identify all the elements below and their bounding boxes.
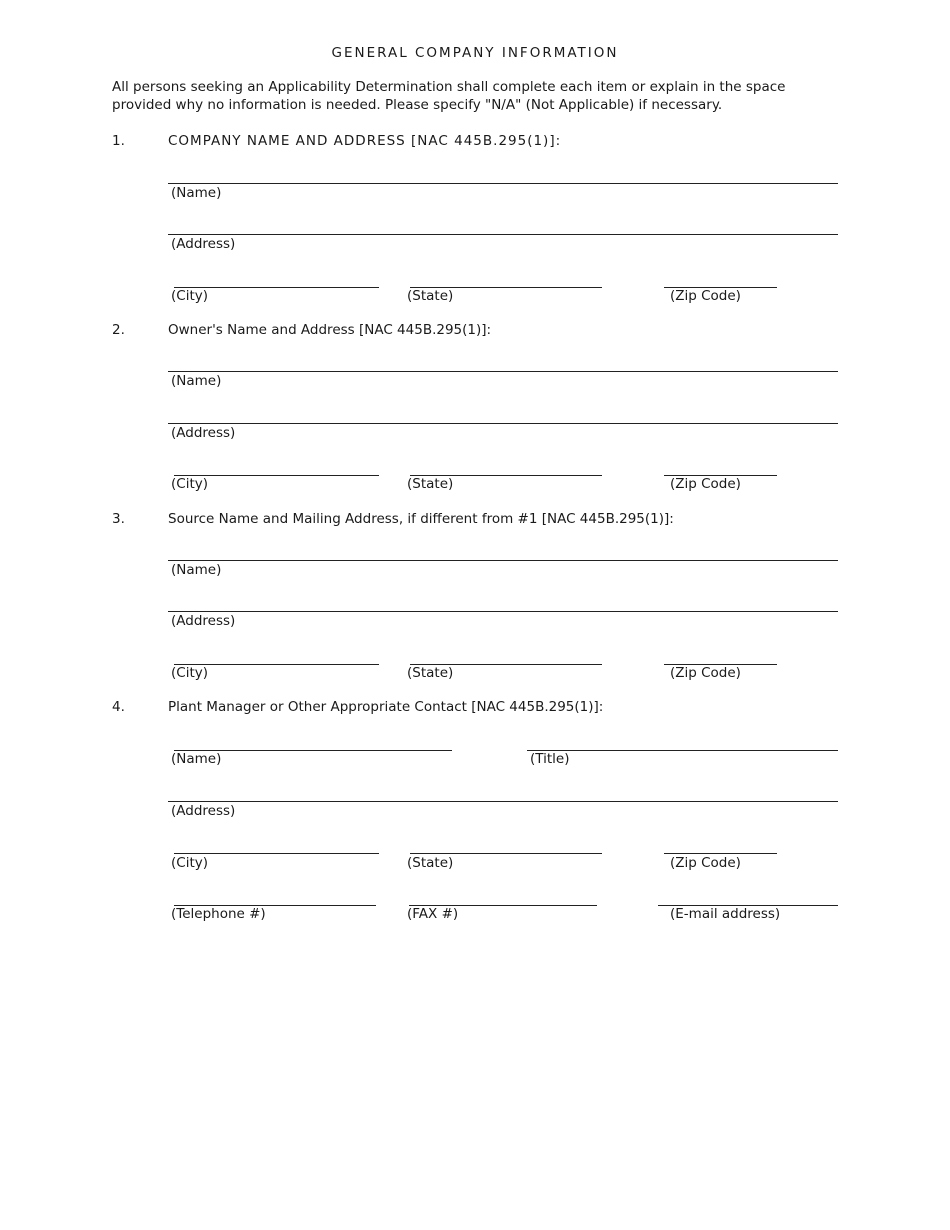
s1-address-field[interactable] xyxy=(168,234,838,235)
s4-state-label: (State) xyxy=(407,855,454,871)
s2-name-field[interactable] xyxy=(168,371,838,372)
s2-address-label: (Address) xyxy=(171,425,236,441)
s4-address-label: (Address) xyxy=(171,803,236,819)
s4-name-label: (Name) xyxy=(171,751,222,767)
section-2-heading: Owner's Name and Address [NAC 445B.295(1)]: xyxy=(168,322,492,338)
s4-state-field[interactable] xyxy=(410,853,602,854)
section-3-heading: Source Name and Mailing Address, if different from #1 [NAC 445B.295(1)]: xyxy=(168,511,674,527)
instructions: All persons seeking an Applicability Determination shall complete each item or explain in the space provided why no information is needed. Please specify "N/A" (Not Applicable) if necessary. xyxy=(112,79,786,113)
section-4-heading: Plant Manager or Other Appropriate Contact [NAC 445B.295(1)]: xyxy=(168,699,604,715)
s3-state-label: (State) xyxy=(407,665,454,681)
s3-name-field[interactable] xyxy=(168,560,838,561)
s4-telephone-label: (Telephone #) xyxy=(171,906,266,922)
s1-address-label: (Address) xyxy=(171,236,236,252)
section-4-number: 4. xyxy=(112,699,125,715)
s3-city-label: (City) xyxy=(171,665,208,681)
s4-title-field[interactable] xyxy=(527,750,838,751)
s1-city-label: (City) xyxy=(171,288,208,304)
s4-address-field[interactable] xyxy=(168,801,838,802)
s3-address-label: (Address) xyxy=(171,613,236,629)
section-3-number: 3. xyxy=(112,511,125,527)
s1-name-field[interactable] xyxy=(168,183,838,184)
s2-zip-label: (Zip Code) xyxy=(670,476,741,492)
s4-city-label: (City) xyxy=(171,855,208,871)
s4-zip-field[interactable] xyxy=(664,853,777,854)
s1-state-label: (State) xyxy=(407,288,454,304)
section-2-number: 2. xyxy=(112,322,125,338)
s4-title-label: (Title) xyxy=(530,751,570,767)
s3-address-field[interactable] xyxy=(168,611,838,612)
section-1-number: 1. xyxy=(112,133,125,149)
s4-zip-label: (Zip Code) xyxy=(670,855,741,871)
s2-city-label: (City) xyxy=(171,476,208,492)
s4-email-label: (E-mail address) xyxy=(670,906,781,922)
s2-name-label: (Name) xyxy=(171,373,222,389)
page-title: GENERAL COMPANY INFORMATION xyxy=(331,45,619,61)
s4-fax-label: (FAX #) xyxy=(407,906,459,922)
s3-name-label: (Name) xyxy=(171,562,222,578)
s3-zip-label: (Zip Code) xyxy=(670,665,741,681)
section-1-heading: COMPANY NAME AND ADDRESS [NAC 445B.295(1)]: xyxy=(168,133,562,149)
s1-zip-label: (Zip Code) xyxy=(670,288,741,304)
s2-state-label: (State) xyxy=(407,476,454,492)
s4-city-field[interactable] xyxy=(174,853,379,854)
s2-address-field[interactable] xyxy=(168,423,838,424)
s1-name-label: (Name) xyxy=(171,185,222,201)
